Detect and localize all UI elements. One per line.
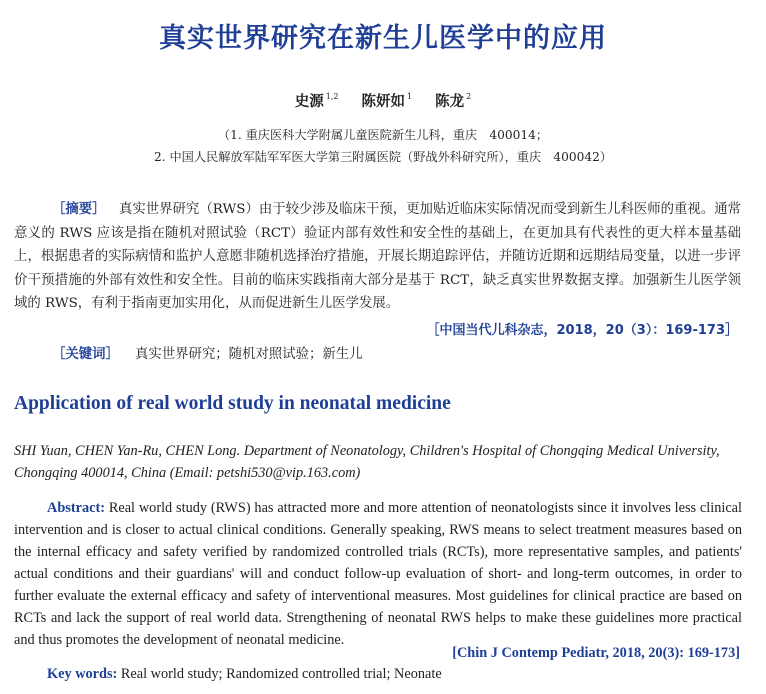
citation-cn: ［中国当代儿科杂志，2018，20（3）：169-173］ — [426, 323, 738, 338]
citation-en: [Chin J Contemp Pediatr, 2018, 20(3): 169-173] — [452, 645, 740, 661]
authors-affiliation-en: SHI Yuan, CHEN Yan-Ru, CHEN Long. Department of Neonatology, Children's Hospital of Chongqing Medical University, Chongqing 400014, China (Email: petshi530@vip.163.com) — [14, 443, 720, 481]
keywords-label-en: Key words: — [47, 666, 118, 682]
keywords-text-en: Real world study; Randomized controlled trial; Neonate — [120, 666, 442, 682]
author-2: 陈妍如 $^1$ — [361, 92, 413, 110]
author-3: 陈龙 $^2$ — [435, 92, 472, 110]
affiliation-2: 2. 中国人民解放军陆军军医大学第三附属医院（野战外科研究所），重庆 400042） — [153, 150, 613, 164]
abstract-label-en: Abstract: — [47, 500, 105, 516]
article-title-cn: 真实世界研究在新生儿医学中的应用 — [159, 23, 607, 54]
keywords-en — [47, 666, 442, 683]
affiliation-1: （1. 重庆医科大学附属儿童医院新生儿科，重庆 400014； — [217, 128, 549, 142]
author-1: 史源 $^{1,2}$ — [294, 92, 339, 110]
abstract-text-en: Real world study (RWS) has attracted more and more attention of neonatologists since it involves less clinical intervention and is closer to actual clinical conditions. Generally speaking, RWS means to select treatment measures based on the internal efficacy and safety verified by randomized controlled trials (RCTs), more representative samples, and patients' actual conditions and their guardians' will and conduct follow-up evaluation of short- and long-term outcomes, in order to further evaluate the external efficacy and safety of interventional measures. Most guidelines for clinical practice are based on RCTs and lack the support of real world data. Strengthening of neonatal RWS helps to make these guidelines more practical and thus promotes the development of neonatal medicine. — [14, 500, 742, 648]
abstract-label-cn: ［摘要］ — [52, 201, 106, 217]
abstract-cn — [14, 198, 741, 316]
author-list-cn — [0, 90, 766, 111]
abstract-en — [14, 497, 742, 651]
abstract-text-cn: 真实世界研究（RWS）由于较少涉及临床干预，更加贴近临床实际情况而受到新生儿科医师的重视。通常意义的 RWS 应该是指在随机对照试验（RCT）验证内部有效性和安全性的基础上，在更加具有代表性的更大样本量基础上，根据患者的实际病情和监护人意愿非随机选择治疗措施，开展长期追踪评估，并随访近期和远期结局变量，以进一步评价干预措施的外部有效性和安全性。目前的临床实践指南大部分是基于 RCT，缺乏真实世界数据支撑。加强新生儿医学领域的 RWS，有利于指南更加实用化，从而促进新生儿医学发展。 — [14, 202, 741, 312]
keywords-text-cn: 真实世界研究；随机对照试验；新生儿 — [134, 347, 363, 362]
keywords-label-cn: ［关键词］ — [52, 346, 119, 362]
keywords-cn — [52, 343, 363, 362]
article-title-en: Application of real world study in neonatal medicine — [14, 393, 451, 414]
